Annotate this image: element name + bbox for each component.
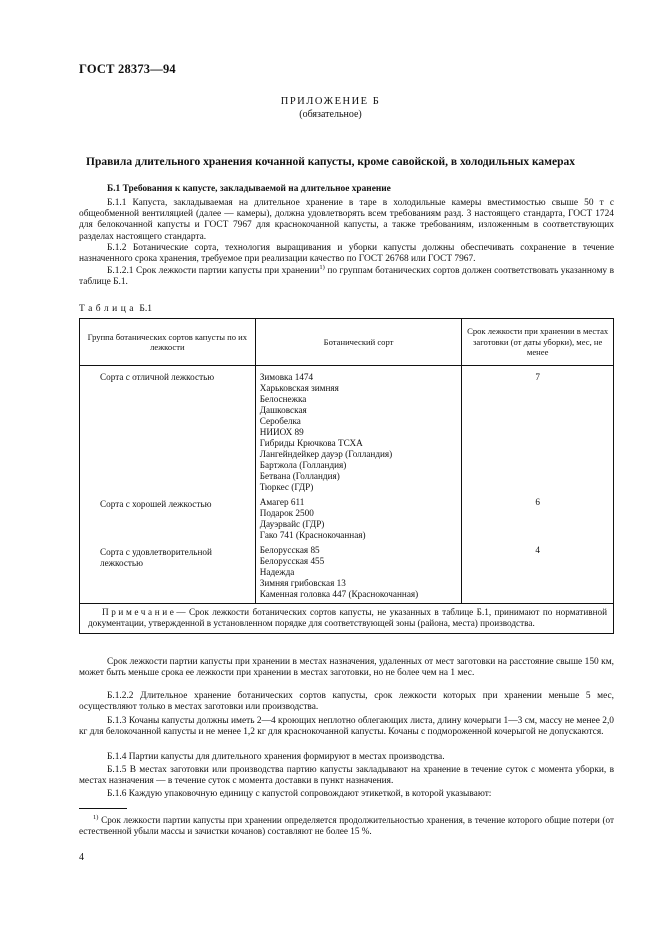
page-number: 4 [79,852,84,863]
variety-item: Каменная головка 447 (Краснокочанная) [259,589,419,599]
header-group: Группа ботанических сортов капусты по их лежкости [80,319,256,366]
footnote-divider [79,808,127,809]
footnote-text: Срок лежкости партии капусты при хранении определяется продолжительностью хранения, в течение которого общие потери (от естественной убыли массы и зачистки кочанов) составляют не более 15 %. [79,815,614,836]
paragraph-b1-2-1 [79,263,614,288]
variety-item: Гибриды Крючкова ТСХА [259,438,363,448]
variety-item: Амагер 611 [259,497,305,507]
variety-item: Белорусская 85 [259,545,320,555]
table-caption-word: Таблица [79,304,138,314]
table-note-label: Примечание [102,607,177,617]
variety-item: Тюркес (ГДР) [259,482,314,492]
variety-item: Харьковская зимняя [259,383,339,393]
term-cell: 6 [462,495,614,543]
paragraph-b1-2-1-end: по группам ботанических сортов должен соответствовать указанному в таблице Б.1. [79,266,614,288]
appendix-title: ПРИЛОЖЕНИЕ Б [280,96,381,107]
group-cell [80,543,256,604]
paragraph-b1-5: Б.1.5 В местах заготовки или производства партию капусты закладывают на хранение в течение суток с момента уборки, в местах назначения — в течение суток с момента доставки в пункт назначения. [79,765,614,787]
variety-item: Дауэрвайс (ГДР) [259,519,325,529]
group-cell [80,495,256,543]
variety-item: Гако 741 (Краснокочанная) [259,530,366,540]
group-cell [80,366,256,496]
table-caption [79,304,152,314]
variety-item: Серобелка [259,416,301,426]
variety-item: Надежда [259,567,295,577]
paragraph-b1-1: Б.1.1 Капуста, закладываемая на длительное хранение в таре в холодильные камеры вместимостью свыше 50 т с общеобменной вентиляцией (далее — камеры), должна удовлетворять всем требованиям разд. 3 настоящего стандарта, ГОСТ 1724 для белокочанной капусты и ГОСТ 7967 для краснокочанной капусты, а также требованиям, изложенным в соответствующих разделах настоящего стандарта. [79,198,614,242]
variety-item: Дашковская [259,405,307,415]
variety-item: Белоснежка [259,394,307,404]
group-label: Сорта с удовлетворительной лежкостью [100,547,212,568]
header-term: Срок лежкости при хранении в местах заготовки (от даты уборки), мес, не менее [462,319,614,366]
footnote [79,815,614,837]
table-note-text: — Срок лежкости ботанических сортов капусты, не указанных в таблице Б.1, принимают по нормативной документации, утвержденной в установленном порядке для соответствующей зоны (района, места) производства. [88,607,607,628]
paragraph-b1-2-1-start: Б.1.2.1 Срок лежкости партии капусты при хранении [107,266,320,276]
paragraph-b1-3: Б.1.3 Кочаны капусты должны иметь 2—4 кроющих неплотно облегающих листа, длину кочерыги 1—3 см, массу не менее 2,0 кг для белокочанной капусты и не менее 1,2 кг для краснокочанной капусты. Кочаны с подмороженной кочерыгой не допускаются. [79,716,614,738]
variety-item: НИИОХ 89 [259,427,304,437]
variety-item: Зимовка 1474 [259,372,314,382]
variety-item: Белорусская 455 [259,556,325,566]
table-note [80,604,614,634]
header-variety: Ботанический сорт [255,319,462,366]
table-b1 [79,318,614,634]
table-row [80,495,614,543]
footnote-ref: 1) [319,263,325,271]
variety-item: Зимняя грибовская 13 [259,578,346,588]
paragraph-b1-2: Б.1.2 Ботанические сорта, технология выращивания и уборки капусты должны обеспечивать сохранение в течение назначенного срока хранения, требуемое при реализации качество по ГОСТ 26768 или ГОСТ 7967. [79,243,614,265]
variety-cell [255,543,462,604]
table-caption-number: Б.1 [139,304,152,314]
table-row [80,543,614,604]
variety-cell [255,366,462,496]
variety-item: Лангейндейкер дауэр (Голландия) [259,449,393,459]
paragraph-b1-6: Б.1.6 Каждую упаковочную единицу с капустой сопровождают этикеткой, в которой указывают: [107,789,492,799]
footnote-marker: 1) [93,813,99,821]
table-row [80,366,614,496]
variety-cell [255,495,462,543]
paragraph-b1-2-2: Б.1.2.2 Длительное хранение ботанических сортов капусты, срок лежкости которых при хранении меньше 5 мес, осуществляют только в местах заготовки или производства. [79,691,614,713]
group-label: Сорта с отличной лежкостью [100,372,215,382]
paragraph-distance: Срок лежкости партии капусты при хранении в местах назначения, удаленных от мест заготовки на расстояние свыше 150 км, может быть меньше срока ее лежкости при хранении в местах заготовки, но не более чем на 1 мес. [79,657,614,679]
main-title: Правила длительного хранения кочанной капусты, кроме савойской, в холодильных камерах [86,156,575,168]
section-heading-b1: Б.1 Требования к капусте, закладываемой на длительное хранение [107,184,391,194]
term-cell: 4 [462,543,614,604]
document-id: ГОСТ 28373—94 [79,62,176,76]
variety-item: Бартжола (Голландия) [259,460,347,470]
paragraph-b1-4: Б.1.4 Партии капусты для длительного хранения формируют в местах производства. [107,752,445,762]
variety-item: Подарок 2500 [259,508,314,518]
term-cell: 7 [462,366,614,496]
appendix-subtitle: (обязательное) [299,109,362,120]
variety-item: Бетвана (Голландия) [259,471,340,481]
group-label: Сорта с хорошей лежкостью [100,499,212,509]
